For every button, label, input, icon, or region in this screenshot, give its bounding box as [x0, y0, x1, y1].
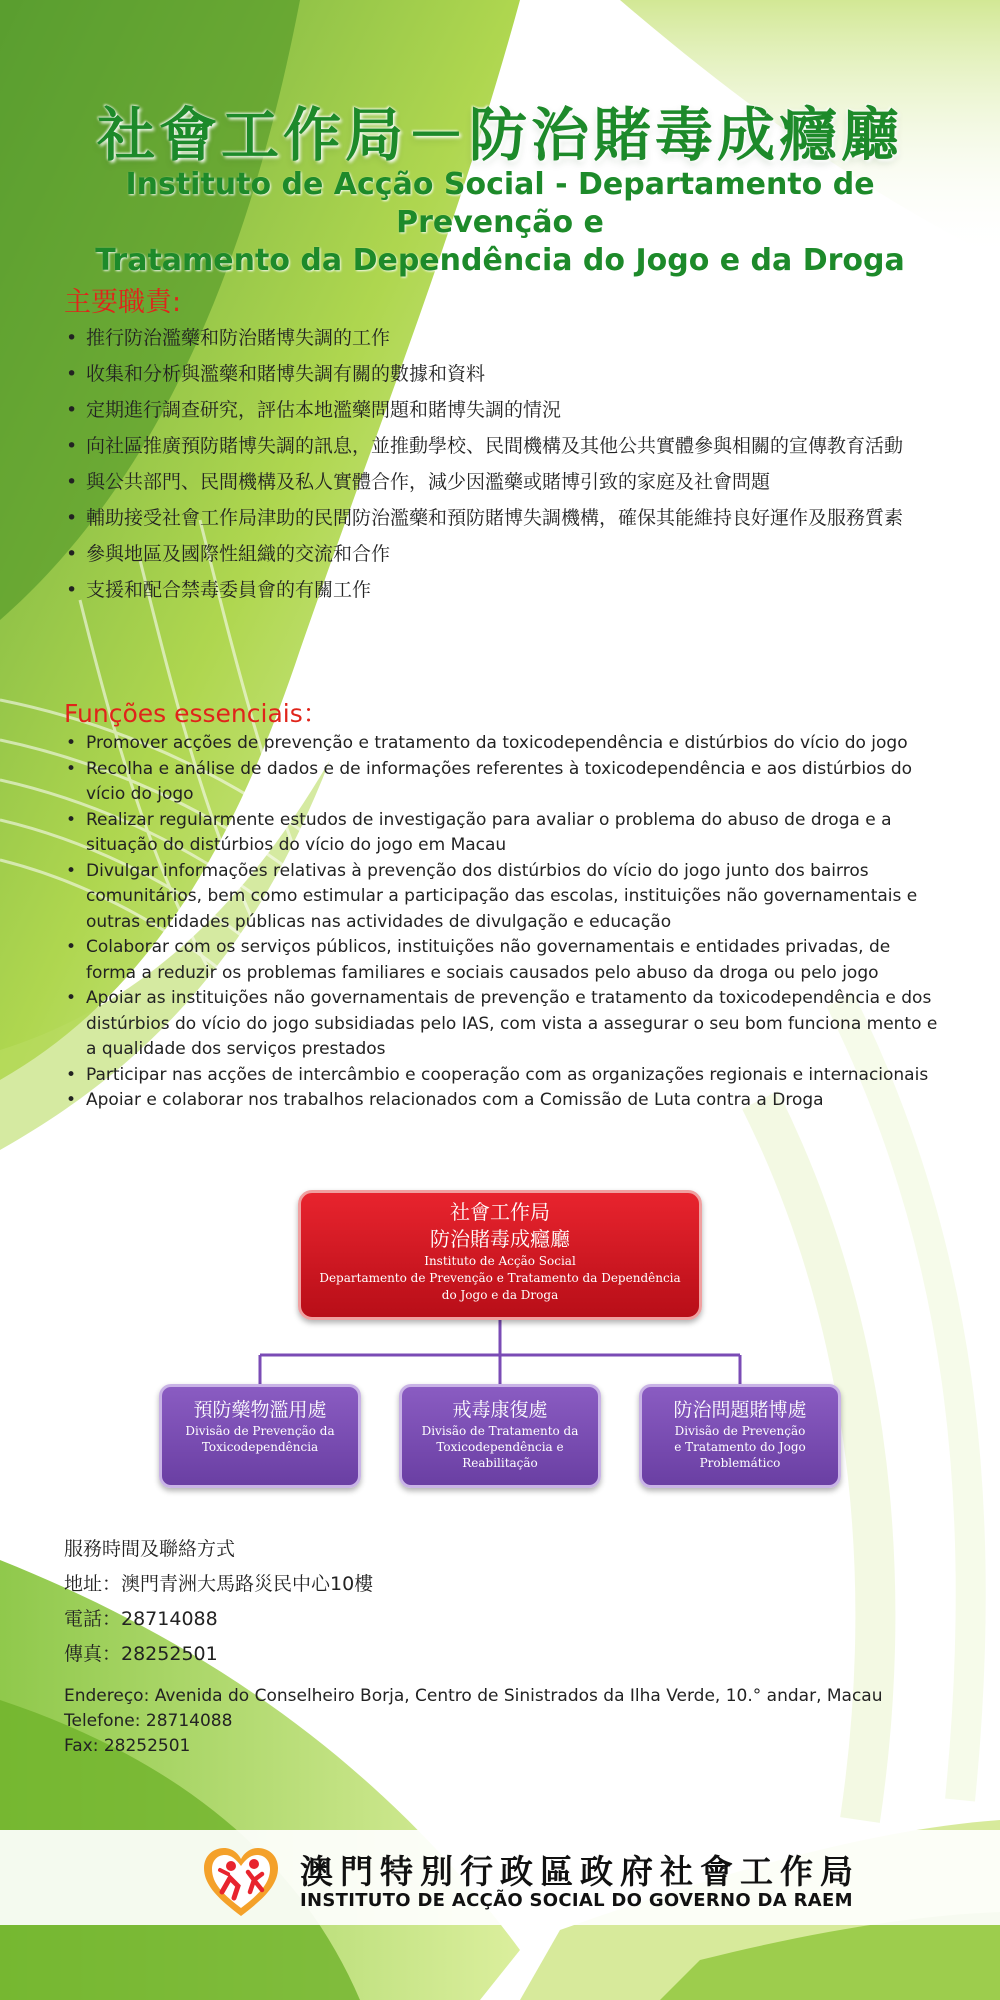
list-item: • Promover acções de prevenção e tratamento da toxicodependência e distúrbios do vício do jogo — [64, 731, 944, 757]
duties-pt-list — [64, 731, 944, 1114]
org-box-division-treatment — [399, 1384, 601, 1488]
org-box-division-zh: 預防藥物濫用處 — [193, 1399, 327, 1421]
list-item: • 收集和分析與濫藥和賭博失調有關的數據和資料 — [64, 356, 944, 392]
address-zh: 地址：澳門青洲大馬路災民中心10樓 — [64, 1573, 374, 1595]
org-box-division-pt1: Divisão de Tratamento da — [421, 1424, 579, 1438]
page-title-zh: 社會工作局－防治賭毒成癮廳 — [96, 101, 903, 169]
address-pt: Endereço: Avenida do Conselheiro Borja, Centro de Sinistrados da Ilha Verde, 10.° andar, Macau — [64, 1686, 883, 1706]
fax-pt: Fax: 28252501 — [64, 1736, 191, 1756]
contact-section — [64, 1532, 944, 1759]
list-item: • 定期進行調查研究，評估本地濫藥問題和賭博失調的情況 — [64, 392, 944, 428]
org-box-department-zh1: 社會工作局 — [450, 1200, 550, 1224]
fax-zh: 傳真：28252501 — [64, 1643, 218, 1665]
duties-pt-heading: Funções essenciais： — [64, 699, 328, 728]
org-box-division-pt3: Reabilitação — [462, 1456, 538, 1470]
org-box-division-zh: 防治問題賭博處 — [673, 1399, 807, 1421]
org-box-division-pt2: Toxicodependência — [201, 1440, 319, 1454]
org-box-department-pt3: do Jogo e da Droga — [441, 1288, 559, 1302]
ias-heart-logo-icon — [200, 1844, 282, 1920]
footer-org-name-pt: INSTITUTO DE ACÇÃO SOCIAL DO GOVERNO DA RAEM — [300, 1890, 853, 1911]
footer-org-name-zh: 澳門特別行政區政府社會工作局 — [300, 1852, 860, 1891]
phone-pt: Telefone: 28714088 — [64, 1711, 233, 1731]
org-box-division-pt3: Problemático — [699, 1456, 781, 1470]
page-title-pt-line2: Tratamento da Dependência do Jogo e da Droga — [95, 243, 905, 278]
list-item: • 支援和配合禁毒委員會的有關工作 — [64, 572, 944, 608]
list-item: • Apoiar e colaborar nos trabalhos relacionados com a Comissão de Luta contra a Droga — [64, 1088, 944, 1114]
org-box-department-pt2: Departamento de Prevenção e Tratamento da Dependência — [319, 1271, 681, 1285]
org-box-department — [298, 1190, 702, 1320]
contact-heading: 服務時間及聯絡方式 — [64, 1538, 236, 1560]
org-box-department-pt1: Instituto de Acção Social — [424, 1254, 576, 1268]
page-title-pt — [60, 166, 940, 280]
list-item: • Participar nas acções de intercâmbio e cooperação com as organizações regionais e internacionais — [64, 1063, 944, 1089]
phone-zh: 電話：28714088 — [64, 1608, 218, 1630]
org-box-division-pt2: e Tratamento do Jogo — [674, 1440, 806, 1454]
list-item: • Divulgar informações relativas à prevenção dos distúrbios do vício do jogo junto dos bairros comunitários, bem como estimular a participação das escolas, instituições não governamentais e outras entidades públicas nas actividades de divulgação e educação — [64, 859, 944, 936]
org-chart — [0, 1190, 1000, 1490]
list-item: • Colaborar com os serviços públicos, instituições não governamentais e entidades privadas, de forma a reduzir os problemas familiares e sociais causados pelo abuso da droga ou pelo jogo — [64, 935, 944, 986]
org-box-division-pt1: Divisão de Prevenção — [674, 1424, 806, 1438]
org-box-division-zh: 戒毒康復處 — [452, 1399, 548, 1421]
list-item: • 向社區推廣預防賭博失調的訊息，並推動學校、民間機構及其他公共實體參與相關的宣傳教育活動 — [64, 428, 944, 464]
org-box-division-pt2: Toxicodependência e — [436, 1440, 564, 1454]
org-box-division-gambling — [639, 1384, 841, 1488]
org-box-division-prevention — [159, 1384, 361, 1488]
duties-zh-heading: 主要職責: — [64, 287, 182, 318]
list-item: • 與公共部門、民間機構及私人實體合作，減少因濫藥或賭博引致的家庭及社會問題 — [64, 464, 944, 500]
list-item: • 輔助接受社會工作局津助的民間防治濫藥和預防賭博失調機構，確保其能維持良好運作及服務質素 — [64, 500, 944, 536]
duties-zh-list — [64, 320, 944, 608]
footer-logo-band — [0, 1822, 1000, 1922]
list-item: • Realizar regularmente estudos de investigação para avaliar o problema do abuso de droga e a situação do distúrbios do vício do jogo em Macau — [64, 808, 944, 859]
list-item: • Recolha e análise de dados e de informações referentes à toxicodependência e aos distúrbios do vício do jogo — [64, 757, 944, 808]
page-title-pt-line1: Instituto de Acção Social - Departamento de Prevenção e — [125, 167, 875, 240]
list-item: • 參與地區及國際性組織的交流和合作 — [64, 536, 944, 572]
org-box-division-pt1: Divisão de Prevenção da — [185, 1424, 335, 1438]
org-box-department-zh2: 防治賭毒成癮廳 — [430, 1227, 570, 1251]
list-item: • 推行防治濫藥和防治賭博失調的工作 — [64, 320, 944, 356]
list-item: • Apoiar as instituições não governamentais de prevenção e tratamento da toxicodependência e dos distúrbios do vício do jogo subsidiadas pelo IAS, com vista a assegurar o seu bom funciona mento e a qualidade dos serviços prestados — [64, 986, 944, 1063]
